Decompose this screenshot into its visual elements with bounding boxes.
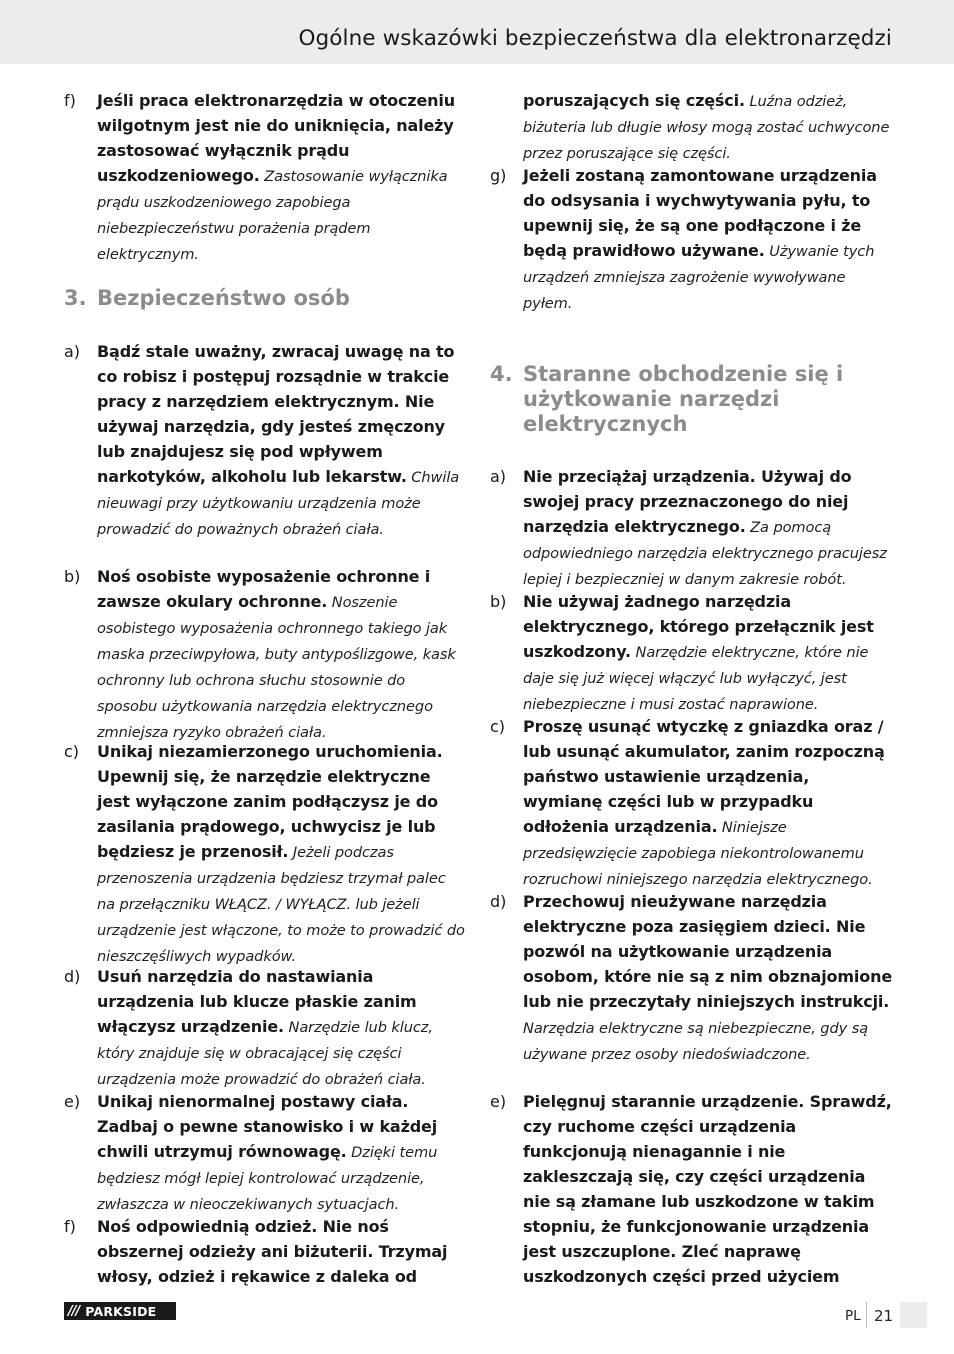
- item-text: [97, 739, 467, 969]
- item-label: e): [64, 1092, 81, 1111]
- language-code: PL: [845, 1308, 861, 1324]
- item-label: d): [64, 967, 81, 986]
- item-text: [523, 88, 893, 166]
- item-bold: Pielęgnuj starannie urządzenie. Sprawdź, czy ruchome części urządzenia funkcjonują nienagannie i nie zakleszczają się, czy części urządzenia nie są złamane lub uszkodzone w takim stopniu, że funkcjonowanie urządzenia jest uszczuplone. Zleć naprawę uszkodzonych części przed użyciem: [523, 1092, 892, 1286]
- section-number: 3.: [64, 286, 87, 310]
- page-tab-box: [900, 1302, 927, 1328]
- item-italic: Chwila nieuwagi przy użytkowaniu urządzenia może prowadzić do poważnych obrażeń ciała.: [97, 469, 460, 538]
- item-text: [523, 889, 893, 1067]
- section-number: 4.: [490, 362, 513, 386]
- item-text: [97, 339, 467, 542]
- item-label: f): [64, 91, 76, 110]
- item-italic: Jeżeli podczas przenoszenia urządzenia będziesz trzymał palec na przełączniku WŁĄCZ. / WYŁĄCZ. lub jeżeli urządzenie jest włączone, to może to prowadzić do nieszczęśliwych wypadków.: [97, 844, 465, 965]
- item-label: c): [64, 742, 80, 761]
- parkside-logo: [64, 1302, 176, 1320]
- item-text: [523, 589, 893, 717]
- page-number: 21: [874, 1307, 894, 1325]
- logo-text: PARKSIDE: [85, 1303, 157, 1319]
- item-label: c): [490, 717, 506, 736]
- footer-divider: [866, 1302, 867, 1328]
- item-italic: Dzięki temu będziesz mógł lepiej kontrolować urządzenie, zwłaszcza w nieoczekiwanych sytuacjach.: [97, 1144, 438, 1213]
- item-label: d): [490, 892, 507, 911]
- item-italic: Narzędzie lub klucz, który znajduje się w obracającej się części urządzenia może prowadzić do obrażeń ciała.: [97, 1019, 433, 1088]
- item-label: g): [490, 166, 507, 185]
- item-bold: Proszę usunąć wtyczkę z gniazdka oraz / lub usunąć akumulator, zanim rozpoczną państwo ustawienie urządzenia, wymianę części lub w przypadku odłożenia urządzenia.: [523, 717, 885, 836]
- item-text: [523, 163, 893, 316]
- item-label: f): [64, 1217, 76, 1236]
- item-italic: Niniejsze przedsięwzięcie zapobiega niekontrolowanemu rozruchowi niniejszego narzędzia elektrycznego.: [523, 819, 873, 888]
- item-text: [97, 1214, 467, 1290]
- item-italic: Za pomocą odpowiedniego narzędzia elektrycznego pracujesz lepiej i bezpieczniej w danym zakresie robót.: [523, 519, 887, 588]
- item-italic: Luźna odzież, biżuteria lub długie włosy mogą zostać uchwycone przez poruszające się części.: [523, 93, 890, 162]
- item-bold: Przechowuj nieużywane narzędzia elektryczne poza zasięgiem dzieci. Nie pozwól na użytkowanie urządzenia osobom, które nie są z nim obznajomione lub nie przeczytały niniejszych instrukcji.: [523, 892, 893, 1011]
- item-text: [523, 464, 893, 592]
- item-label: b): [490, 592, 507, 611]
- item-italic: Narzędzia elektryczne są niebezpieczne, gdy są używane przez osoby niedoświadczone.: [523, 1020, 869, 1063]
- page-title: Ogólne wskazówki bezpieczeństwa dla elektronarzędzi: [298, 26, 892, 51]
- item-label: a): [64, 342, 81, 361]
- section-title: Staranne obchodzenie się i użytkowanie narzędzi elektrycznych: [523, 362, 844, 436]
- item-bold: Jeżeli zostaną zamontowane urządzenia do odsysania i wychwytywania pyłu, to upewnij się, że są one podłączone i że będą prawidłowo używane.: [523, 166, 877, 260]
- item-text: [523, 1089, 893, 1290]
- item-bold: Bądź stale uważny, zwracaj uwagę na to co robisz i postępuj rozsądnie w trakcie pracy z narzędziem elektrycznym. Nie używaj narzędzia, gdy jesteś zmęczony lub znajdujesz się pod wpływem narkotyków, alkoholu lub lekarstw.: [97, 342, 455, 486]
- item-label: e): [490, 1092, 507, 1111]
- item-text: [97, 564, 467, 745]
- item-bold: poruszających się części.: [523, 91, 745, 110]
- item-bold: Noś odpowiednią odzież. Nie noś obszernej odzieży ani biżuterii. Trzymaj włosy, odzież i rękawice z daleka od: [97, 1217, 448, 1286]
- item-italic: Zastosowanie wyłącznika prądu uszkodzeniowego zapobiega niebezpieczeństwu porażenia prądem elektrycznym.: [97, 168, 448, 263]
- item-bold: Nie używaj żadnego narzędzia elektrycznego, którego przełącznik jest uszkodzony.: [523, 592, 874, 661]
- item-text: [97, 964, 467, 1092]
- section-title: Bezpieczeństwo osób: [97, 286, 350, 310]
- item-bold: Noś osobiste wyposażenie ochronne i zawsze okulary ochronne.: [97, 567, 431, 611]
- item-bold: Unikaj nienormalnej postawy ciała. Zadbaj o pewne stanowisko i w każdej chwili utrzymuj równowagę.: [97, 1092, 438, 1161]
- item-italic: Używanie tych urządzeń zmniejsza zagrożenie wywoływane pyłem.: [523, 243, 875, 312]
- item-text: [97, 1089, 467, 1217]
- item-text: [523, 714, 893, 892]
- item-label: a): [490, 467, 507, 486]
- item-italic: Narzędzie elektryczne, które nie daje się już więcej włączyć lub wyłączyć, jest niebezpieczne i musi zostać naprawione.: [523, 644, 869, 713]
- item-bold: Usuń narzędzia do nastawiania urządzenia lub klucze płaskie zanim włączysz urządzenie.: [97, 967, 417, 1036]
- logo-mark: ///: [68, 1303, 80, 1319]
- item-bold: Jeśli praca elektronarzędzia w otoczeniu wilgotnym jest nie do uniknięcia, należy zastosować wyłącznik prądu uszkodzeniowego.: [97, 91, 455, 185]
- item-bold: Nie przeciążaj urządzenia. Używaj do swojej pracy przeznaczonego do niej narzędzia elektrycznego.: [523, 467, 852, 536]
- item-text: [97, 88, 467, 267]
- item-label: b): [64, 567, 81, 586]
- item-italic: Noszenie osobistego wyposażenia ochronnego takiego jak maska przeciwpyłowa, buty antypoślizgowe, kask ochronny lub ochrona słuchu stosownie do sposobu użytkowania narzędzia elektrycznego zmniejsza ryzyko obrażeń ciała.: [97, 594, 456, 741]
- item-bold: Unikaj niezamierzonego uruchomienia. Upewnij się, że narzędzie elektryczne jest wyłączone zanim podłączysz je do zasilania prądowego, uchwycisz je lub będziesz je przenosił.: [97, 742, 443, 861]
